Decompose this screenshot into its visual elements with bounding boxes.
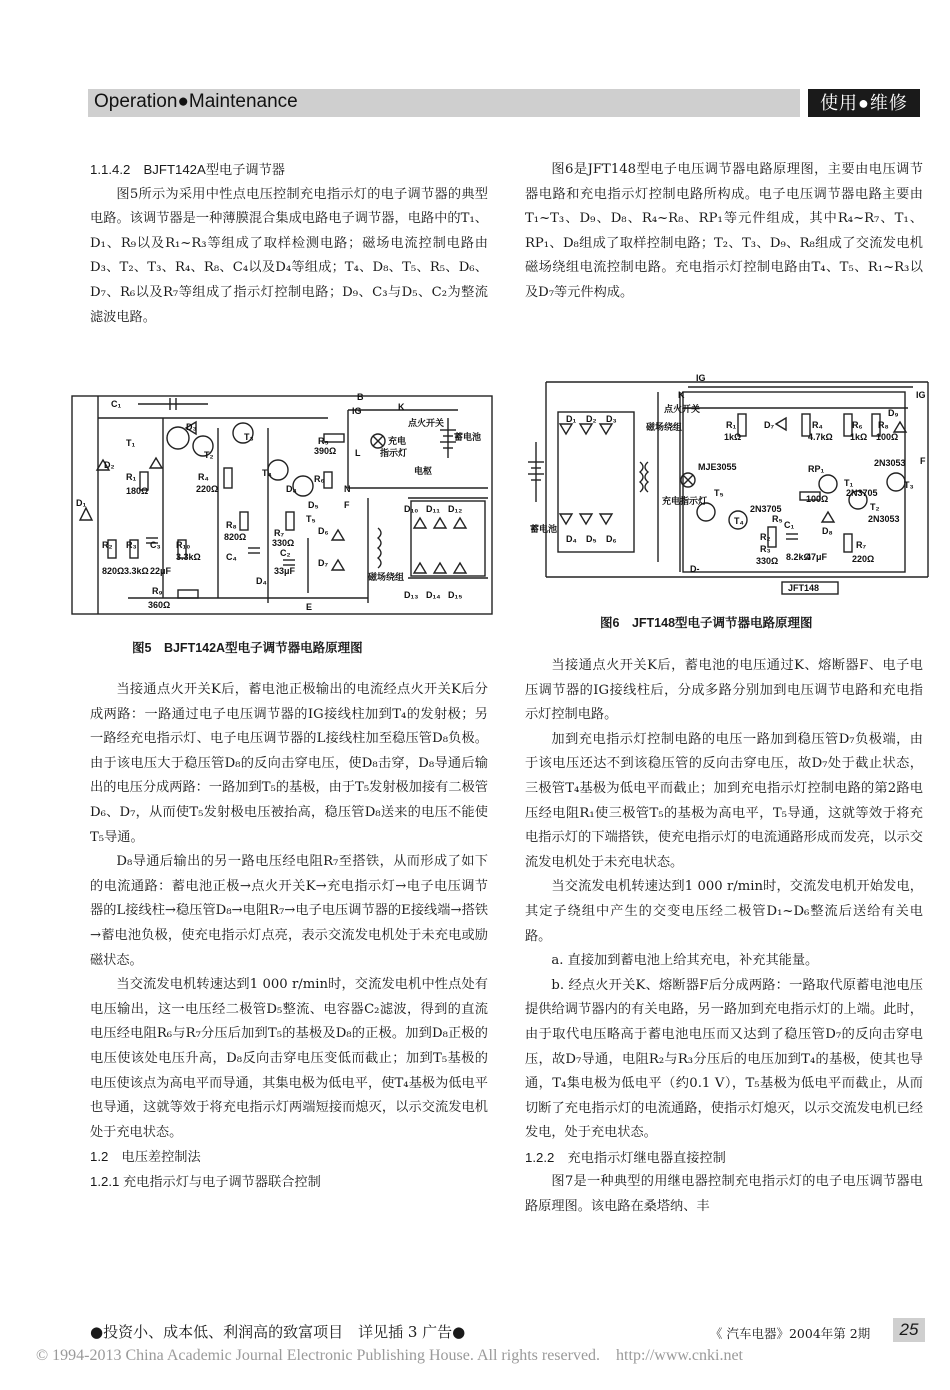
label-D5: D₅ xyxy=(308,500,319,510)
label-R9: R₉ xyxy=(152,586,163,596)
paragraph: 当交流发电机转速达到1 000 r/min时，交流发电机中性点处有电压输出，这一电压经二极管D₅整流、电容器C₂滤波，得到的直流电压经电阻R₆与R₇分压后加到T₅的基极及D₈的正极。加到D₈正极的电压使该处电压升高，D₈反向击穿电压变低而截止；加到T₅基极的电压使该点为高电平而导通，其集电极为低电平，使T₄基极为低电平也导通，这就等效于将充电指示灯两端短接而熄灭，以示交流发电机处于充电状态。 xyxy=(90,977,488,1140)
label-R5-value: 390Ω xyxy=(314,446,337,456)
label-R5: R₅ xyxy=(318,436,329,446)
label-F: F xyxy=(920,456,926,466)
label-R6-value: 1kΩ xyxy=(850,432,868,442)
label-lamp-1: 充电 xyxy=(388,436,407,446)
label-C3: C₃ xyxy=(150,540,161,550)
label-T4: T₄ xyxy=(262,468,272,478)
label-R4-value: 220Ω xyxy=(196,484,219,494)
section-title-1142: 1.1.4.2 BJFT142A型电子调节器 xyxy=(90,162,285,177)
page-number: 25 xyxy=(893,1318,925,1342)
label-R4: R₄ xyxy=(812,420,823,430)
label-C1-value: 47μF xyxy=(806,552,828,562)
label-C4: C₄ xyxy=(226,552,237,562)
label-C2: C₂ xyxy=(280,548,291,558)
label-2N3705-b: 2N3705 xyxy=(846,488,878,498)
label-D2: D₂ xyxy=(104,460,115,470)
label-R2: R₂ xyxy=(102,540,113,550)
right-column-bottom xyxy=(525,654,923,1220)
label-C3-value: 22μF xyxy=(150,566,172,576)
label-R5-value: 8.2kΩ xyxy=(786,552,811,562)
label-T1: T₁ xyxy=(844,478,854,488)
paragraph: 图7是一种典型的用继电器控制充电指示灯的电子电压调节器电路原理图。该电路在桑塔纳、丰 xyxy=(525,1174,923,1215)
label-D14: D₁₄ xyxy=(426,590,441,600)
label-T2: T₂ xyxy=(204,450,214,460)
label-D8: D₈ xyxy=(286,484,297,494)
label-C2-value: 33μF xyxy=(274,566,296,576)
figure-6-circuit xyxy=(528,372,933,604)
label-D13: D₁₃ xyxy=(404,590,419,600)
label-D4: D₄ xyxy=(566,534,577,544)
label-D10: D₁₀ xyxy=(404,504,419,514)
figure-5-circuit xyxy=(68,388,498,623)
label-T3: T₃ xyxy=(904,480,914,490)
label-RP1: RP₁ xyxy=(808,464,825,474)
figure-6-caption: 图6 JFT148型电子调节器电路原理图 xyxy=(600,616,813,630)
list-item-b: b. 经点火开关K、熔断器F后分成两路：一路取代原蓄电池电压提供给调节器内的有关电路，另一路加到充电指示灯的上端。此时，由于取代电压略高于蓄电池电压而又达到了稳压管D₇的反向击穿电压，故D₇导通，电阻R₂与R₃分压后的电压加到T₄的基极，使其也导通，T₄集电极为低电平（约0.1 V），T₅基极为低电平而截止，从而切断了充电指示灯的电流通路，使指示灯熄灭，以示交流发电机已经发电，处于充电状态。 xyxy=(525,977,923,1141)
paragraph: 当接通点火开关K后，蓄电池正极输出的电流经点火开关K后分成两路：一路通过电子电压调节器的IG接线柱加到T₄的发射极；另一路经充电指示灯、电子电压调节器的L接线柱加至稳压管D₈负极。由于该电压大于稳压管D₈的反向击穿电压，使D₈击穿，D₈导通后输出的电压分成两路：一路加到T₅的基极，由于T₅发射极加接有二极管D₆、D₇，从而使T₅发射极电压被抬高，稳压管D₈送来的电压不能使T₅导通。 xyxy=(90,682,488,845)
label-IG-right: IG xyxy=(916,390,926,400)
label-R6: R₆ xyxy=(314,474,325,484)
label-D3: D₃ xyxy=(606,414,617,424)
label-D12: D₁₂ xyxy=(448,504,463,514)
label-2N3053-a: 2N3053 xyxy=(874,458,906,468)
label-D3: D₃ xyxy=(186,422,197,432)
label-R9-value: 360Ω xyxy=(148,600,171,610)
label-T5: T₅ xyxy=(306,514,316,524)
label-field-winding: 磁场绕组 xyxy=(368,572,405,582)
label-JFT148: JFT148 xyxy=(788,583,820,593)
label-R3-value: 330Ω xyxy=(756,556,779,566)
label-R4: R₄ xyxy=(198,472,209,482)
label-R1-value: 180Ω xyxy=(126,486,149,496)
circuit-diagram-5 xyxy=(68,388,498,623)
label-D4: D₄ xyxy=(256,576,267,586)
label-K: K xyxy=(398,402,405,412)
label-C1: C₁ xyxy=(111,399,122,409)
label-D8: D₈ xyxy=(822,526,833,536)
label-L: L xyxy=(355,448,361,458)
label-F: F xyxy=(344,500,350,510)
label-R1: R₁ xyxy=(726,420,737,430)
label-R3-value: 3.3kΩ xyxy=(124,566,149,576)
label-R3: R₃ xyxy=(126,540,137,550)
label-R7-value: 220Ω xyxy=(852,554,875,564)
paragraph: 当接通点火开关K后，蓄电池的电压通过K、熔断器F、电子电压调节器的IG接线柱后，分成多路分别加到电压调节电路和充电指示灯控制电路。 xyxy=(525,658,923,723)
label-IG: IG xyxy=(696,373,706,383)
copyright-watermark: © 1994-2013 China Academic Journal Electronic Publishing House. All rights reserved. http://www.cnki.net xyxy=(36,1347,743,1364)
label-N: N xyxy=(344,484,351,494)
label-E: E xyxy=(306,602,313,612)
label-R6: R₆ xyxy=(852,420,863,430)
label-armature: 电枢 xyxy=(414,466,433,476)
label-T4: T₄ xyxy=(734,516,744,526)
label-D2: D₂ xyxy=(586,414,597,424)
label-IG: IG xyxy=(352,406,362,416)
label-D7: D₇ xyxy=(764,420,775,430)
label-T1: T₁ xyxy=(126,438,136,448)
header-right-title: 使用●维修 xyxy=(808,89,920,117)
label-R8-value: 820Ω xyxy=(224,532,247,542)
label-R1-value: 1kΩ xyxy=(724,432,742,442)
label-D6: D₆ xyxy=(606,534,617,544)
label-D5: D₅ xyxy=(586,534,597,544)
label-R1: R₁ xyxy=(126,472,137,482)
section-title-121: 1.2.1 充电指示灯与电子调节器联合控制 xyxy=(90,1173,321,1189)
label-R4-value: 4.7kΩ xyxy=(808,432,833,442)
right-column-top xyxy=(525,158,923,306)
paragraph: D₈导通后输出的另一路电压经电阻R₇至搭铁，从而形成了如下的电流通路：蓄电池正极→点火开关K→充电指示灯→电子电压调节器的L接线柱→稳压管D₈→电阻R₇→电子电压调节器的E接线端→搭铁→蓄电池负极，使充电指示灯点亮，表示交流发电机处于未充电或励磁状态。 xyxy=(90,854,488,968)
label-C1: C₁ xyxy=(784,520,795,530)
label-R8-value: 100Ω xyxy=(876,432,899,442)
label-B: B xyxy=(357,392,364,402)
label-MJE3055: MJE3055 xyxy=(698,462,737,472)
label-R8: R₈ xyxy=(878,420,889,430)
paragraph: 当交流发电机转速达到1 000 r/min时，交流发电机开始发电，其定子绕组中产生的交变电压经二极管D₁~D₆整流后送给有关电路。 xyxy=(525,879,923,944)
section-title-12: 1.2 电压差控制法 xyxy=(90,1149,201,1165)
label-R5: R₅ xyxy=(772,514,783,524)
footer-ad: ●投资小、成本低、利润高的致富项目 详见插 3 广告● xyxy=(90,1323,466,1341)
label-D6: D₆ xyxy=(318,526,329,536)
label-T3: T₃ xyxy=(244,432,254,442)
footer-journal: 《 汽车电器》2004年第 2期 xyxy=(710,1326,871,1341)
list-item-a: a. 直接加到蓄电池上给其充电，补充其能量。 xyxy=(551,953,819,969)
label-R7: R₇ xyxy=(856,540,867,550)
label-T2: T₂ xyxy=(870,502,880,512)
label-R2: R₂ xyxy=(760,532,771,542)
label-ignition: 点火开关 xyxy=(408,418,445,428)
label-lamp: 充电指示灯 xyxy=(662,496,708,506)
label-field-winding: 磁场绕组 xyxy=(646,422,683,432)
label-R10-value: 3.3kΩ xyxy=(176,552,201,562)
figure-5-caption: 图5 BJFT142A型电子调节器电路原理图 xyxy=(132,641,363,655)
paragraph: 加到充电指示灯控制电路的电压一路加到稳压管D₇负极端，由于该电压还达不到该稳压管的反向击穿电压，故D₇处于截止状态，三极管T₄基极为低电平而截止；加到充电指示灯控制电路的第2路电压经电阻R₁使三极管T₅的基极为高电平，T₅导通，这就等效于将充电指示灯的下端搭铁，使充电指示灯的电流通路形成而发亮，以示交流发电机处于未充电状态。 xyxy=(525,731,923,870)
label-2N3705-a: 2N3705 xyxy=(750,504,782,514)
label-lamp-2: 指示灯 xyxy=(380,448,408,458)
label-R7: R₇ xyxy=(274,528,285,538)
label-D15: D₁₅ xyxy=(448,590,463,600)
label-R3: R₃ xyxy=(760,544,771,554)
label-R7-value: 330Ω xyxy=(272,538,295,548)
label-battery: 蓄电池 xyxy=(454,432,482,442)
label-D7: D₇ xyxy=(318,558,329,568)
label-RP1-value: 100Ω xyxy=(806,494,829,504)
label-ignition-switch: 点火开关 xyxy=(664,404,701,414)
label-D11: D₁₁ xyxy=(426,504,440,514)
label-D1: D₁ xyxy=(76,498,87,508)
left-column-bottom xyxy=(90,678,488,1194)
section-title-122: 1.2.2 充电指示灯继电器直接控制 xyxy=(525,1149,726,1165)
left-column-top xyxy=(90,158,488,330)
label-D-minus: D- xyxy=(690,564,700,574)
label-R2-value: 820Ω xyxy=(102,566,125,576)
label-2N3053-b: 2N3053 xyxy=(868,514,900,524)
header-left-title: Operation●Maintenance xyxy=(94,91,298,112)
label-D1: D₁ xyxy=(566,414,577,424)
label-K: K xyxy=(678,390,685,400)
paragraph: 图6是JFT148型电子电压调节器电路原理图，主要由电压调节器电路和充电指示灯控制电路所构成。电子电压调节器电路主要由T₁~T₃、D₉、D₈、R₄~R₈、RP₁等元件组成，其中R₄~R₇、T₁、RP₁、D₈组成了取样控制电路；T₂、T₃、D₉、R₈组成了交流发电机磁场绕组电流控制电路。充电指示灯控制电路由T₄、T₅、R₁~R₃以及D₇等元件构成。 xyxy=(525,162,923,300)
label-R10: R₁₀ xyxy=(176,540,191,550)
circuit-diagram-6 xyxy=(528,372,933,604)
label-D9: D₉ xyxy=(888,408,899,418)
paragraph: 图5所示为采用中性点电压控制充电指示灯的电子调节器的典型电路。该调节器是一种薄膜混合集成电路电子调节器，电路中的T₁、D₁、R₉以及R₁~R₃等组成了取样检测电路；磁场电流控制电路由D₃、T₂、T₃、R₄、R₈、C₄以及D₄等组成；T₄、D₈、T₅、R₅、D₆、D₇、R₆以及R₇等组成了指示灯控制电路；D₉、C₃与D₅、C₂为整流滤波电路。 xyxy=(90,186,488,325)
label-battery: 蓄电池 xyxy=(530,524,558,534)
label-T5: T₅ xyxy=(714,488,724,498)
label-R8: R₈ xyxy=(226,520,237,530)
